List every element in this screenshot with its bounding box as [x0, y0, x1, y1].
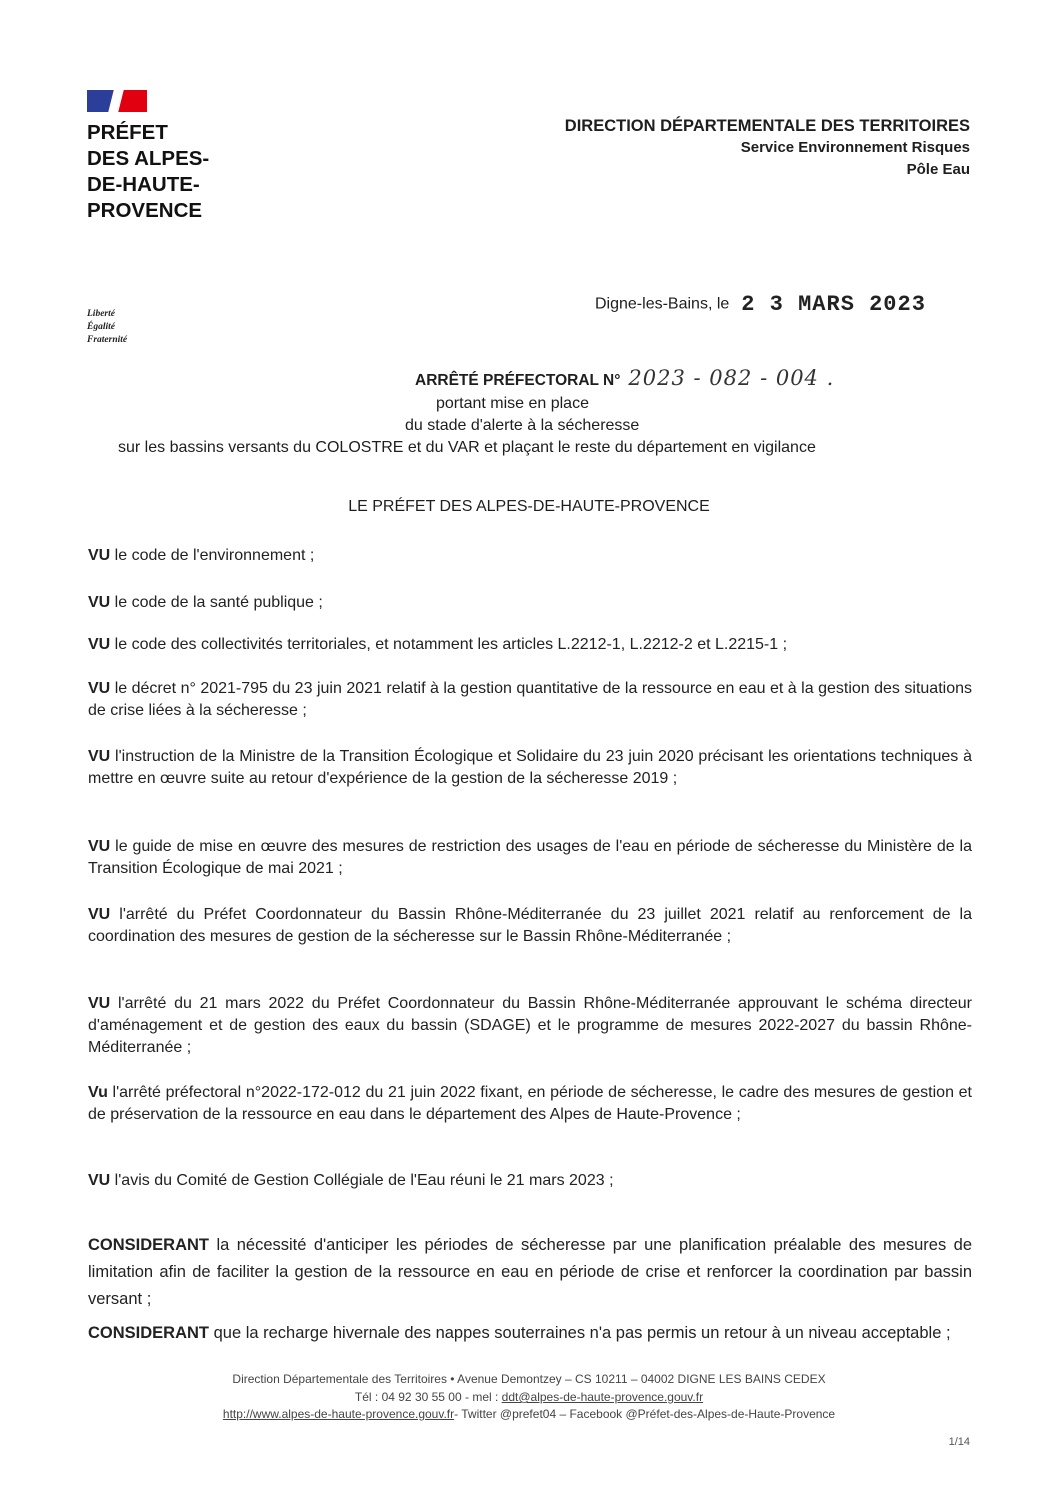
date-place: Digne-les-Bains, le — [595, 295, 730, 313]
date-stamp: 2 3 MARS 2023 — [741, 292, 926, 317]
vu-text: le guide de mise en œuvre des mesures de restriction des usages de l'eau en période de sécheresse du Ministère de la Transition Écologique de mai 2021 ; — [88, 838, 972, 877]
vu-paragraph — [88, 1082, 972, 1126]
footer-social: - Twitter @prefet04 – Facebook @Préfet-des-Alpes-de-Haute-Provence — [454, 1407, 836, 1421]
logo-title-line: DE-HAUTE- — [87, 173, 200, 196]
vu-paragraph — [88, 1170, 972, 1192]
vu-text: l'instruction de la Ministre de la Transition Écologique et Solidaire du 23 juin 2020 précisant les orientations techniques à mettre en œuvre suite au retour d'expérience de la gestion de la sécheresse 2019 ; — [88, 748, 972, 787]
service-name: Service Environnement Risques — [740, 139, 970, 156]
arrete-subtitle-line: sur les bassins versants du COLOSTRE et du VAR et plaçant le reste du département en vigilance — [118, 439, 816, 456]
pole-name: Pôle Eau — [906, 161, 970, 178]
vu-text: le code de la santé publique ; — [110, 594, 323, 611]
vu-text: le code de l'environnement ; — [110, 547, 315, 564]
considerant-keyword: CONSIDERANT — [88, 1236, 210, 1254]
vu-paragraph — [88, 993, 972, 1059]
arrete-subtitle-line: portant mise en place — [436, 395, 589, 412]
vu-paragraph — [88, 545, 972, 567]
vu-paragraph — [88, 634, 972, 656]
vu-keyword: VU — [88, 995, 111, 1012]
arrete-subtitle-line: du stade d'alerte à la sécheresse — [405, 417, 640, 434]
prefet-heading: LE PRÉFET DES ALPES-DE-HAUTE-PROVENCE — [348, 498, 710, 515]
logo-title — [87, 120, 257, 224]
considerant-text: la nécessité d'anticiper les périodes de sécheresse par une planification préalable des mesures de limitation afin de faciliter la gestion de la ressource en eau en période de crise et renforcer la coordination par bassin versant ; — [88, 1236, 972, 1308]
direction-name: DIRECTION DÉPARTEMENTALE DES TERRITOIRES — [564, 117, 970, 135]
arrete-number: 2023 - 082 - 004 . — [628, 366, 835, 390]
date-line — [595, 292, 926, 317]
footer-email-link[interactable]: ddt@alpes-de-haute-provence.gouv.fr — [501, 1390, 704, 1404]
vu-keyword: VU — [88, 748, 111, 765]
arrete-title — [415, 366, 834, 390]
marianne-flag-icon — [87, 90, 147, 112]
vu-paragraph — [88, 836, 972, 880]
vu-text: l'arrêté du 21 mars 2022 du Préfet Coordonnateur du Bassin Rhône-Méditerranée approuvant le schéma directeur d'aménagement et de gestion des eaux du bassin (SDAGE) et le programme de mesures 2022-2027 du bassin Rhône-Méditerranée ; — [88, 995, 972, 1056]
vu-text: le code des collectivités territoriales, et notamment les articles L.2212-1, L.2212-2 et L.2215-1 ; — [110, 636, 788, 653]
logo-title-line: PRÉFET — [87, 121, 168, 144]
vu-paragraph — [88, 678, 972, 722]
considerant-paragraph — [88, 1232, 972, 1313]
vu-text: l'arrêté du Préfet Coordonnateur du Bassin Rhône-Méditerranée du 23 juillet 2021 relatif au renforcement de la coordination des mesures de gestion de la sécheresse sur le Bassin Rhône-Méditerranée ; — [88, 906, 972, 945]
vu-text: le décret n° 2021-795 du 23 juin 2021 relatif à la gestion quantitative de la ressource en eau et à la gestion des situations de crise liées à la sécheresse ; — [88, 680, 972, 719]
republic-motto — [87, 308, 127, 347]
service-header — [565, 115, 970, 181]
footer-tel: Tél : 04 92 30 55 00 - mel : — [354, 1390, 499, 1404]
arrete-label: ARRÊTÉ PRÉFECTORAL N° — [415, 372, 621, 389]
vu-paragraph — [88, 904, 972, 948]
motto-line: Liberté — [87, 309, 115, 319]
vu-keyword: VU — [88, 838, 111, 855]
motto-line: Égalité — [87, 322, 115, 332]
vu-keyword: VU — [88, 594, 111, 611]
vu-text: l'avis du Comité de Gestion Collégiale de l'Eau réuni le 21 mars 2023 ; — [110, 1172, 614, 1189]
footer-web — [0, 1405, 1058, 1423]
vu-keyword: Vu — [88, 1084, 108, 1101]
vu-keyword: VU — [88, 1172, 111, 1189]
vu-paragraph — [88, 746, 972, 790]
vu-keyword: VU — [88, 547, 111, 564]
considerant-keyword: CONSIDERANT — [88, 1324, 210, 1342]
considerant-text: que la recharge hivernale des nappes souterraines n'a pas permis un retour à un niveau acceptable ; — [209, 1324, 951, 1342]
vu-keyword: VU — [88, 906, 111, 923]
footer-contact — [0, 1388, 1058, 1406]
footer-address: Direction Départementale des Territoires • Avenue Demontzey – CS 10211 – 04002 DIGNE LES BAINS CEDEX — [232, 1372, 826, 1386]
footer-website-link[interactable]: http://www.alpes-de-haute-provence.gouv.fr — [222, 1407, 455, 1421]
vu-keyword: VU — [88, 636, 111, 653]
motto-line: Fraternité — [87, 335, 128, 345]
vu-paragraph — [88, 592, 972, 614]
vu-text: l'arrêté préfectoral n°2022-172-012 du 21 juin 2022 fixant, en période de sécheresse, le cadre des mesures de gestion et de préservation de la ressource en eau dans le département des Alpes de Haute-Provence ; — [88, 1084, 972, 1123]
vu-keyword: VU — [88, 680, 111, 697]
logo-title-line: DES ALPES- — [87, 147, 210, 170]
considerant-paragraph — [88, 1320, 972, 1347]
logo-title-line: PROVENCE — [87, 199, 203, 222]
page-number: 1/14 — [948, 1436, 970, 1448]
